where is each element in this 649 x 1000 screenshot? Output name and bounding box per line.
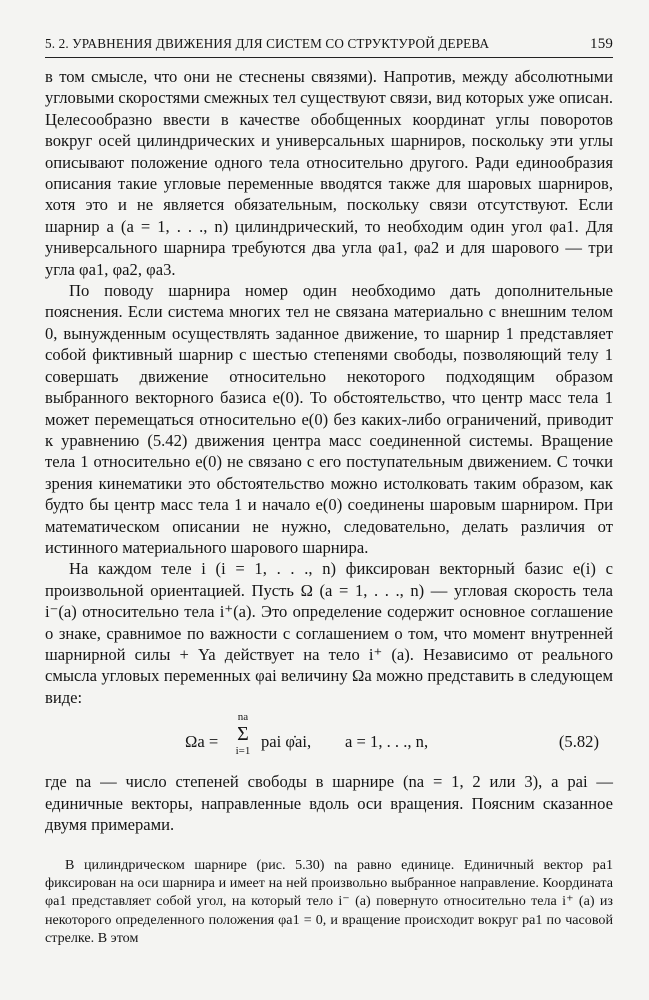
equation-rhs: pai φ̇ai, (261, 732, 312, 752)
running-title: 5. 2. УРАВНЕНИЯ ДВИЖЕНИЯ ДЛЯ СИСТЕМ СО СТРУКТУРОЙ ДЕРЕВА (45, 36, 490, 51)
paragraph-4: где na — число степеней свободы в шарнире (na = 1, 2 или 3), а pai — единичные векторы, направленные вдоль оси вращения. Поясним сказанное двумя примерами. (45, 772, 613, 834)
sum-symbol: Σ (237, 723, 249, 746)
paragraph-2: По поводу шарнира номер один необходимо дать дополнительные пояснения. Если система многих тел не связана материально с внешним телом 0, вынужденным осуществлять заданное движение, то шарнир 1 представляет собой фиктивный шарнир с шестью степенями свободы, позволяющий телу 1 совершать движение относительно некоторого подходящим образом выбранного векторного базиса e(0). То обстоятельство, что центр масс тела 1 может перемещаться относительно e(0) без каких-либо ограничений, приводит к уравнению (5.42) движения центра масс соединенной системы. Вращение тела 1 относительно e(0) не связано с его поступательным движением. С точки зрения кинематики это обстоятельство можно истолковать таким образом, как будто бы центр масс тела 1 и начало e(0) соединены шаровым шарниром. При математическом описании не нужно, следовательно, делать различия от истинного материального шарового шарнира. (45, 281, 613, 557)
summation (231, 711, 255, 757)
equation-number: (5.82) (558, 732, 599, 752)
equation-range: a = 1, . . ., n, (345, 732, 429, 752)
paragraph-3: На каждом теле i (i = 1, . . ., n) фиксирован векторный базис e(i) с произвольной ориентацией. Пусть Ω (a = 1, . . ., n) — угловая скорость тела i⁻(a) относительно тела i⁺(a). Это определение содержит основное соглашение о знаке, сравнимое по важности с соглашением о том, что момент внутренней шарнирной силы + Ya действует на тело i⁺ (a). Независимо от реального смысла угловых переменных φai величину Ωa можно представить в следующем виде: (45, 559, 613, 707)
equation-5-82 (45, 711, 613, 769)
page-number: 159 (590, 36, 613, 52)
main-text (45, 66, 613, 835)
header-rule (45, 57, 613, 58)
paragraph-1: в том смысле, что они не стеснены связями). Напротив, между абсолютными угловыми скоростями смежных тел существуют связи, вид которых уже описан. Целесообразно ввести в качестве обобщенных координат углы поворотов вокруг осей цилиндрических и универсальных шарниров, поскольку эти углы описывают положение одного тела относительно другого. Ради единообразия описания такие угловые переменные вводятся также для шаровых шарниров, хотя это и не является обязательным, поскольку связи отсутствуют. Если шарнир a (a = 1, . . ., n) цилиндрический, то необходим один угол φa1. Для универсального шарнира требуются два угла φa1, φa2 и для шарового — три угла φa1, φa2, φa3. (45, 67, 613, 279)
sum-upper-limit: na (237, 711, 249, 724)
running-header (45, 36, 613, 53)
equation-lhs: Ωa = (185, 732, 219, 752)
footnote-paragraph: В цилиндрическом шарнире (рис. 5.30) na равно единице. Единичный вектор pa1 фиксирован на оси шарнира и имеет на ней произвольно выбранное направление. Координата φa1 представляет собой угол, на который тело i⁻ (a) повернуто относительно тела i⁺ (a) из некоторого определенного положения φa1 = 0, и вращение происходит вокруг pa1 по часовой стрелке. В этом (45, 857, 613, 946)
small-print-text (45, 856, 613, 947)
sum-lower-limit: i=1 (235, 745, 251, 758)
